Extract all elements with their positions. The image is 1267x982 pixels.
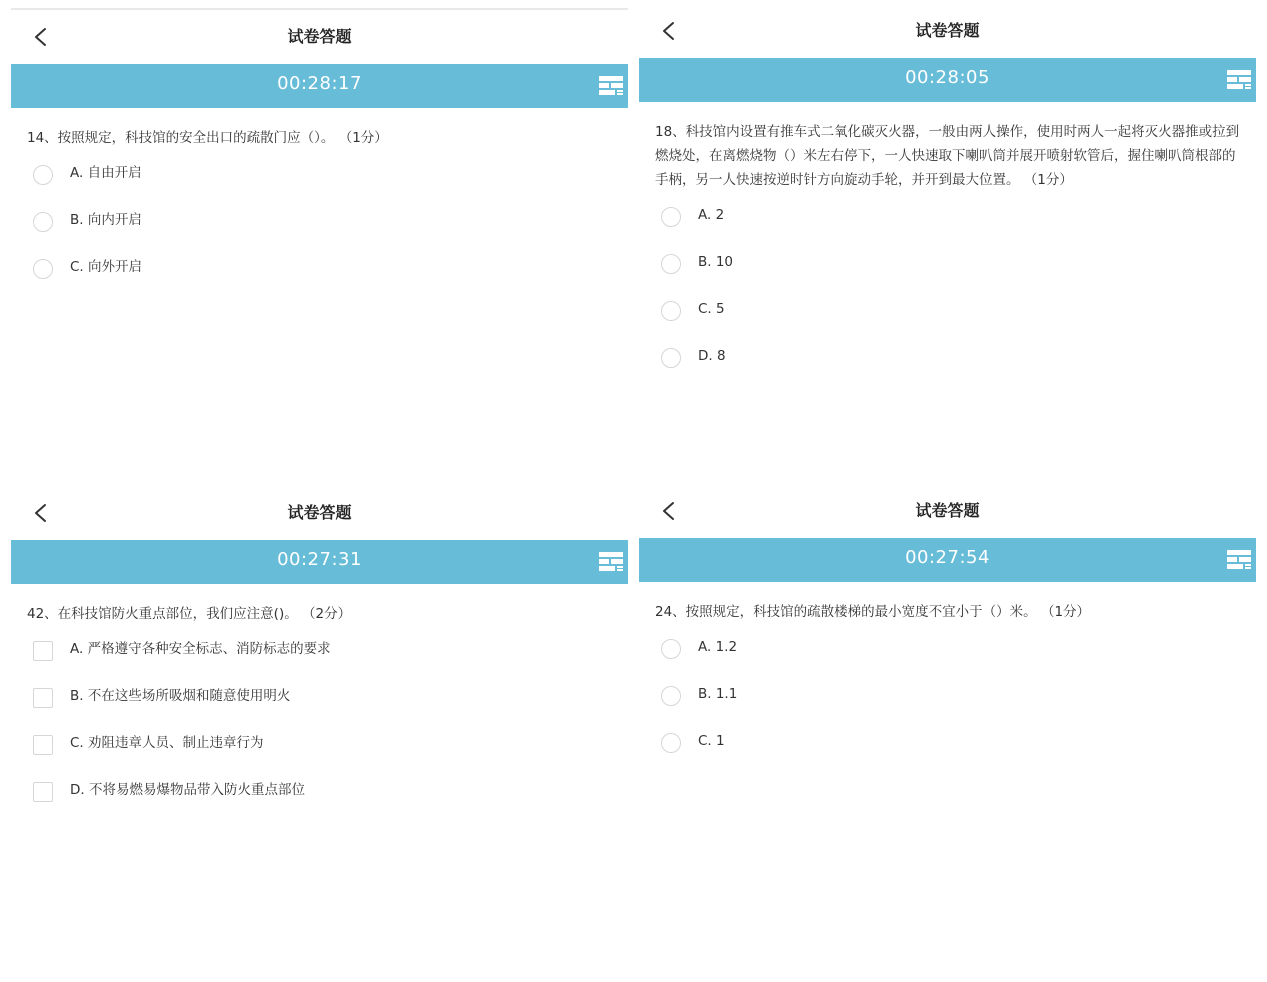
radio-button[interactable] [33,165,53,185]
exam-panel-q18 [639,4,1256,392]
radio-button[interactable] [661,639,681,659]
page-title: 试卷答题 [287,27,352,46]
option-label: C. 劝阻违章人员、制止违章行为 [70,735,264,751]
timer-bar [11,64,628,108]
question-text: 14、按照规定，科技馆的安全出口的疏散门应（）。 （1分） [27,130,388,146]
countdown-timer: 00:28:05 [905,67,990,88]
exam-panel-q42 [11,486,628,826]
option-c[interactable] [639,298,1256,345]
countdown-timer: 00:27:31 [277,549,362,570]
option-a[interactable] [11,162,628,209]
option-list [11,162,628,303]
radio-button[interactable] [33,259,53,279]
radio-button[interactable] [661,348,681,368]
checkbox[interactable] [33,735,53,755]
option-label: C. 向外开启 [70,259,143,275]
option-a[interactable] [639,636,1256,683]
timer-bar [639,58,1256,102]
exam-panel-q14 [11,8,628,303]
option-label: B. 1.1 [698,686,738,702]
answer-card-icon[interactable] [1227,550,1251,570]
option-b[interactable] [11,209,628,256]
radio-button[interactable] [661,207,681,227]
app-header [639,4,1256,58]
option-b[interactable] [639,251,1256,298]
checkbox[interactable] [33,688,53,708]
countdown-timer: 00:28:17 [277,73,362,94]
option-label: D. 不将易燃易爆物品带入防火重点部位 [70,782,305,798]
timer-bar [639,538,1256,582]
page-title: 试卷答题 [915,501,980,520]
option-list [639,636,1256,777]
page-title: 试卷答题 [287,503,352,522]
option-label: B. 向内开启 [70,212,142,228]
option-a[interactable] [639,204,1256,251]
app-header [639,484,1256,538]
option-d[interactable] [11,779,628,826]
question-text: 42、在科技馆防火重点部位，我们应注意()。 （2分） [27,606,352,622]
option-c[interactable] [11,256,628,303]
option-label: C. 1 [698,733,725,749]
option-label: D. 8 [698,348,726,364]
option-d[interactable] [639,345,1256,392]
option-b[interactable] [639,683,1256,730]
timer-bar [11,540,628,584]
app-header [11,486,628,540]
checkbox[interactable] [33,641,53,661]
radio-button[interactable] [661,254,681,274]
question-text: 18、科技馆内设置有推车式二氧化碳灭火器，一般由两人操作，使用时两人一起将灭火器推或拉到燃烧处，在离燃烧物（）米左右停下，一人快速取下喇叭筒并展开喷射软管后，握住喇叭筒根部的手柄，另一人快速按逆时针方向旋动手轮，并开到最大位置。 （1分） [655,124,1240,188]
radio-button[interactable] [661,686,681,706]
radio-button[interactable] [661,301,681,321]
radio-button[interactable] [33,212,53,232]
option-label: A. 严格遵守各种安全标志、消防标志的要求 [70,641,331,657]
app-header [11,10,628,64]
option-c[interactable] [11,732,628,779]
answer-card-icon[interactable] [599,76,623,96]
answer-card-icon[interactable] [599,552,623,572]
question-text: 24、按照规定，科技馆的疏散楼梯的最小宽度不宜小于（）米。 （1分） [655,604,1091,620]
option-label: A. 2 [698,207,725,223]
option-label: C. 5 [698,301,725,317]
option-list [639,204,1256,392]
radio-button[interactable] [661,733,681,753]
option-list [11,638,628,826]
answer-card-icon[interactable] [1227,70,1251,90]
exam-panel-q24 [639,484,1256,777]
option-label: A. 自由开启 [70,165,142,181]
option-c[interactable] [639,730,1256,777]
option-a[interactable] [11,638,628,685]
page-title: 试卷答题 [915,21,980,40]
option-label: B. 不在这些场所吸烟和随意使用明火 [70,688,291,704]
checkbox[interactable] [33,782,53,802]
countdown-timer: 00:27:54 [905,547,990,568]
option-b[interactable] [11,685,628,732]
option-label: B. 10 [698,254,734,270]
option-label: A. 1.2 [698,639,738,655]
